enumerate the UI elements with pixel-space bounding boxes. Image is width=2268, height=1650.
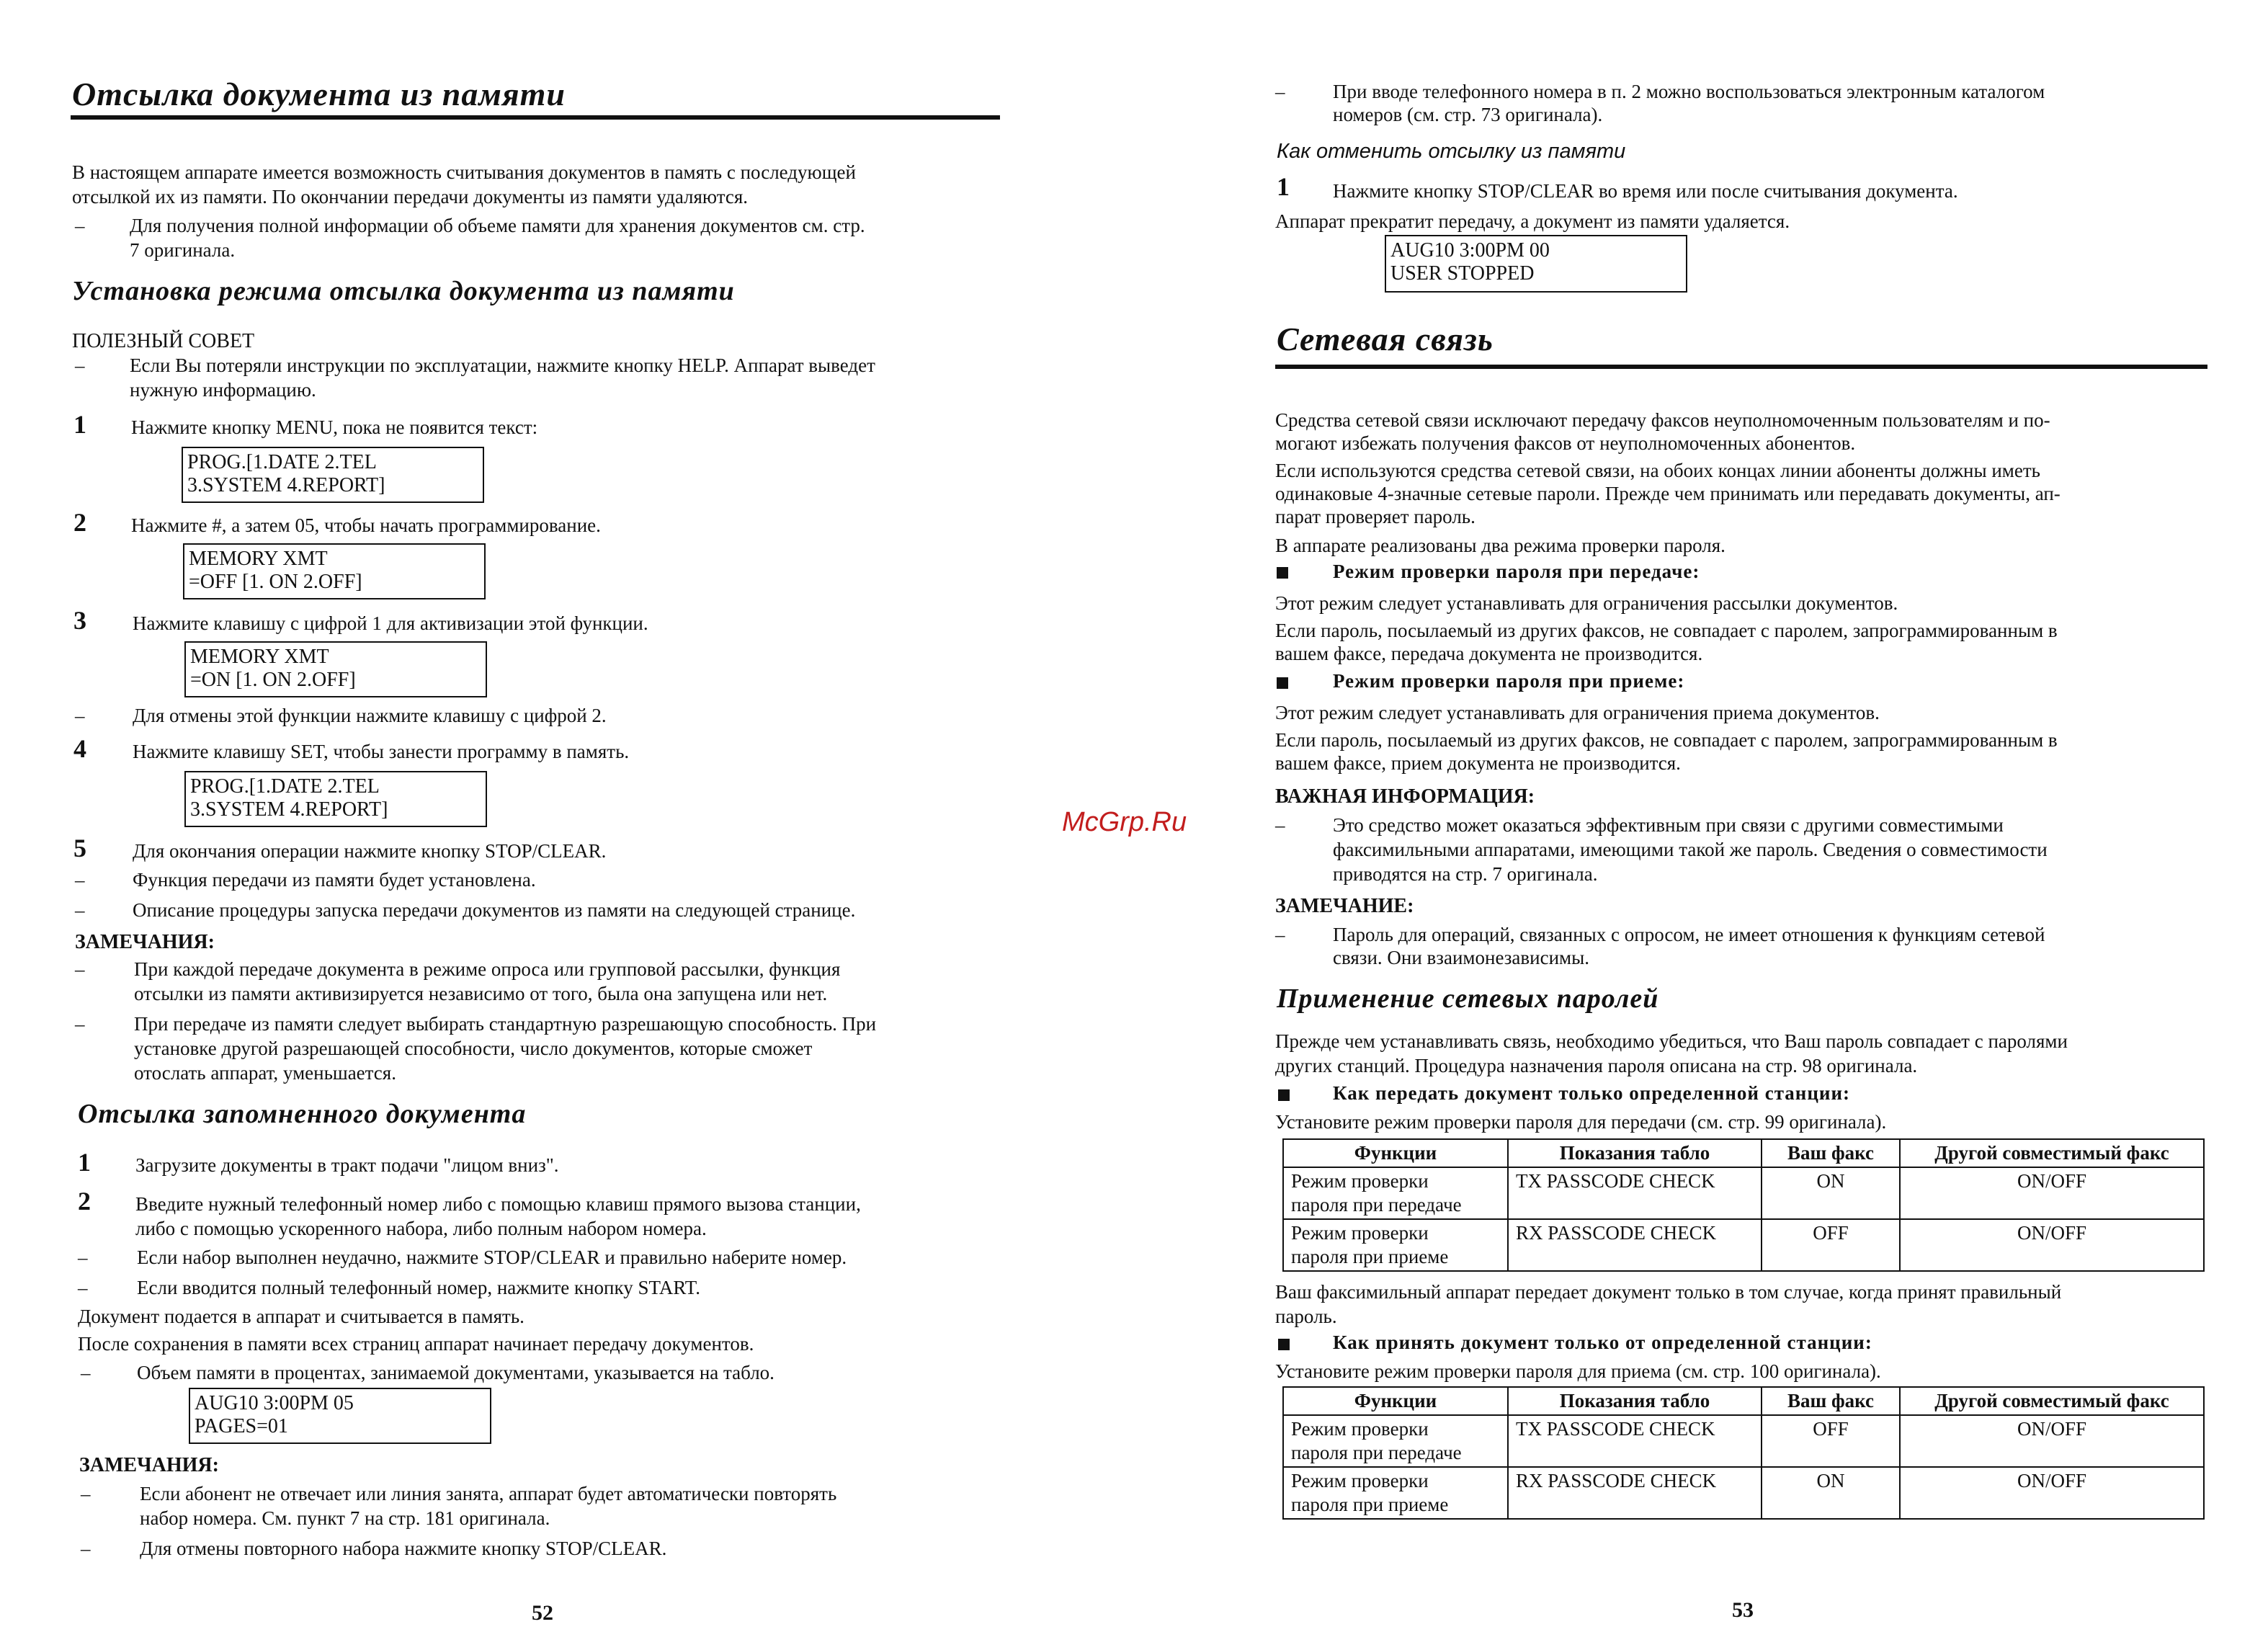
- passcode-table-receive: [1282, 1386, 2205, 1520]
- step-text: Нажмите клавишу с цифрой 1 для активизации этой функции.: [133, 612, 648, 634]
- table-header-row: [1283, 1387, 2204, 1415]
- send-after-line: пароль.: [1275, 1306, 1337, 1327]
- cell-line: Режим проверки: [1291, 1418, 1429, 1440]
- table-row: [1283, 1167, 2204, 1219]
- dash-marker: –: [75, 705, 85, 726]
- cell-line: пароля при передаче: [1291, 1442, 1462, 1463]
- step-number: 2: [78, 1187, 91, 1216]
- table-cell: OFF: [1762, 1415, 1900, 1467]
- watermark: McGrp.Ru: [1062, 807, 1187, 837]
- dash-marker: –: [75, 1013, 85, 1035]
- title-rule: [1275, 365, 2207, 369]
- note-line: При каждой передаче документа в режиме опроса или групповой рассылки, функция: [134, 958, 841, 980]
- dash-marker: –: [78, 1277, 88, 1298]
- section-title: Сетевая связь: [1277, 321, 1494, 357]
- cancel-title: Как отменить отсылку из памяти: [1277, 140, 1626, 163]
- dash-marker: –: [1275, 924, 1285, 945]
- s2-para: После сохранения в памяти всех страниц аппарат начинает передачу документов.: [78, 1333, 754, 1355]
- section-title: Применение сетевых паролей: [1277, 984, 1659, 1014]
- send-intro: Установите режим проверки пароля для передачи (см. стр. 99 оригинала).: [1275, 1111, 1887, 1133]
- table-cell: ON: [1762, 1467, 1900, 1519]
- notes-title: ЗАМЕЧАНИЯ:: [79, 1454, 219, 1476]
- note-line: отсылки из памяти активизируется независимо от того, была она запущена или нет.: [134, 983, 828, 1004]
- lcd-display: [1385, 235, 1687, 293]
- table-cell: ON/OFF: [1900, 1415, 2204, 1467]
- note-line: Пароль для операций, связанных с опросом, не имеет отношения к функциям сетевой: [1333, 924, 2045, 945]
- intro-line: В настоящем аппарате имеется возможность считывания документов в память с последующей: [72, 161, 856, 183]
- cell-line: пароля при приеме: [1291, 1246, 1449, 1267]
- table-cell: TX PASSCODE CHECK: [1508, 1167, 1762, 1219]
- table-header: Функции: [1283, 1139, 1508, 1167]
- note-line: набор номера. См. пункт 7 на стр. 181 оригинала.: [140, 1507, 550, 1529]
- top-dash-line: При вводе телефонного номера в п. 2 можно воспользоваться электронным каталогом: [1333, 81, 2045, 102]
- mode-line: Этот режим следует устанавливать для ограничения приема документов.: [1275, 702, 1880, 723]
- lcd-line: AUG10 3:00PM 00: [1390, 239, 1550, 262]
- table-header: Показания табло: [1508, 1139, 1762, 1167]
- note-line: отослать аппарат, уменьшается.: [134, 1062, 396, 1084]
- table-row: [1283, 1219, 2204, 1271]
- note-title: ЗАМЕЧАНИЕ:: [1275, 895, 1414, 917]
- important-line: факсимильными аппаратами, имеющими такой же пароль. Сведения о совместимости: [1333, 839, 2048, 860]
- table-cell: [1283, 1415, 1508, 1467]
- step-text: Нажмите клавишу SET, чтобы занести программу в память.: [133, 741, 630, 762]
- table-cell: OFF: [1762, 1219, 1900, 1271]
- lcd-line: MEMORY XMT: [189, 548, 328, 570]
- page-number: 53: [1732, 1598, 1754, 1622]
- title-rule: [71, 115, 1000, 120]
- section-title: Установка режима отсылка документа из памяти: [72, 276, 735, 306]
- send-title: Как передать документ только определенной станции:: [1333, 1082, 1850, 1104]
- mode-line: Этот режим следует устанавливать для ограничения рассылки документов.: [1275, 592, 1898, 614]
- step-text: Загрузите документы в тракт подачи "лицом вниз".: [135, 1154, 559, 1176]
- dash-marker: –: [81, 1362, 91, 1383]
- step-number: 5: [73, 834, 86, 862]
- table-header: Показания табло: [1508, 1387, 1762, 1415]
- s2-dash: Объем памяти в процентах, занимаемой документами, указывается на табло.: [137, 1362, 774, 1383]
- s2-dash: Если набор выполнен неудачно, нажмите STOP/CLEAR и правильно наберите номер.: [137, 1247, 847, 1268]
- lcd-line: =ON [1. ON 2.OFF]: [190, 669, 356, 691]
- page-number: 52: [532, 1601, 553, 1625]
- net-para: Если используются средства сетевой связи, на обоих концах линии абоненты должны иметь: [1275, 460, 2040, 481]
- table-header: Другой совместимый факс: [1900, 1139, 2204, 1167]
- cell-line: пароля при приеме: [1291, 1494, 1449, 1515]
- table-header: Ваш факс: [1762, 1387, 1900, 1415]
- s2-para: Документ подается в аппарат и считывается в память.: [78, 1306, 524, 1327]
- step-number: 2: [73, 508, 86, 537]
- step5-dash: Функция передачи из памяти будет установлена.: [133, 869, 536, 891]
- cell-line: пароля при передаче: [1291, 1194, 1462, 1216]
- top-dash-line: номеров (см. стр. 73 оригинала).: [1333, 104, 1603, 125]
- step-text: Нажмите кнопку MENU, пока не появится текст:: [131, 416, 538, 438]
- tip-title: ПОЛЕЗНЫЙ СОВЕТ: [72, 330, 255, 352]
- lcd-line: 3.SYSTEM 4.REPORT]: [190, 798, 388, 821]
- note-line: При передаче из памяти следует выбирать стандартную разрешающую способность. При: [134, 1013, 877, 1035]
- lcd-line: AUG10 3:00PM 05: [195, 1392, 354, 1414]
- lcd-line: =OFF [1. ON 2.OFF]: [189, 571, 362, 593]
- table-header: Ваш факс: [1762, 1139, 1900, 1167]
- table-cell: TX PASSCODE CHECK: [1508, 1415, 1762, 1467]
- mode-line: Если пароль, посылаемый из других факсов, не совпадает с паролем, запрограммированным в: [1275, 729, 2058, 751]
- table-row: [1283, 1415, 2204, 1467]
- step-number: 1: [1277, 172, 1290, 201]
- apply-line: Прежде чем устанавливать связь, необходимо убедиться, что Ваш пароль совпадает с паролями: [1275, 1030, 2068, 1052]
- net-para: Средства сетевой связи исключают передачу факсов неуполномоченным пользователям и по-: [1275, 409, 2050, 431]
- important-line: приводятся на стр. 7 оригинала.: [1333, 863, 1598, 885]
- table-cell: ON: [1762, 1167, 1900, 1219]
- mode-title: Режим проверки пароля при передаче:: [1333, 561, 1700, 582]
- cell-line: Режим проверки: [1291, 1470, 1429, 1491]
- table-cell: ON/OFF: [1900, 1219, 2204, 1271]
- step-number: 4: [73, 734, 86, 763]
- lcd-display: [182, 447, 484, 503]
- dash-marker: –: [75, 354, 85, 376]
- net-para: одинаковые 4-значные сетевые пароли. Прежде чем принимать или передавать документы, ап-: [1275, 483, 2061, 504]
- square-bullet-icon: [1277, 567, 1288, 579]
- square-bullet-icon: [1278, 1339, 1290, 1350]
- dash-marker: –: [1275, 81, 1285, 102]
- dash-marker: –: [78, 1247, 88, 1268]
- lcd-line: PROG.[1.DATE 2.TEL: [190, 775, 380, 798]
- step-text: Введите нужный телефонный номер либо с помощью клавиш прямого вызова станции,: [135, 1193, 861, 1215]
- net-para: могают избежать получения факсов от неуполномоченных абонентов.: [1275, 432, 1856, 454]
- lcd-line: MEMORY XMT: [190, 646, 329, 668]
- table-cell: [1283, 1467, 1508, 1519]
- lcd-display: [184, 771, 487, 827]
- dash-marker: –: [75, 869, 85, 891]
- cancel-result: Аппарат прекратит передачу, а документ из памяти удаляется.: [1275, 210, 1790, 232]
- note-line: установке другой разрешающей способности, число документов, которые сможет: [134, 1038, 813, 1059]
- step3-dash: Для отмены этой функции нажмите клавишу с цифрой 2.: [133, 705, 607, 726]
- table-cell: ON/OFF: [1900, 1167, 2204, 1219]
- dash-marker: –: [81, 1483, 91, 1504]
- notes-title: ЗАМЕЧАНИЯ:: [75, 931, 215, 953]
- important-title: ВАЖНАЯ ИНФОРМАЦИЯ:: [1275, 785, 1535, 808]
- lcd-line: 3.SYSTEM 4.REPORT]: [187, 474, 385, 496]
- mode-title: Режим проверки пароля при приеме:: [1333, 670, 1685, 692]
- mode-line: вашем факсе, прием документа не производится.: [1275, 752, 1681, 774]
- lcd-display: [189, 1388, 491, 1444]
- intro-dash-line: Для получения полной информации об объеме памяти для хранения документов см. стр.: [130, 215, 865, 236]
- step-text: Нажмите кнопку STOP/CLEAR во время или после считывания документа.: [1333, 180, 1958, 202]
- recv-title: Как принять документ только от определенной станции:: [1333, 1332, 1872, 1353]
- cell-line: Режим проверки: [1291, 1170, 1429, 1192]
- s2-dash: Если вводится полный телефонный номер, нажмите кнопку START.: [137, 1277, 700, 1298]
- square-bullet-icon: [1278, 1089, 1290, 1101]
- table-cell: ON/OFF: [1900, 1467, 2204, 1519]
- right-page: [1134, 0, 2268, 1650]
- table-cell: [1283, 1219, 1508, 1271]
- dash-marker: –: [1275, 814, 1285, 836]
- net-para: парат проверяет пароль.: [1275, 506, 1475, 527]
- dash-marker: –: [75, 899, 85, 921]
- mode-line: Если пароль, посылаемый из других факсов, не совпадает с паролем, запрограммированным в: [1275, 620, 2058, 641]
- step-text: Нажмите #, а затем 05, чтобы начать программирование.: [131, 514, 601, 536]
- send-after-line: Ваш факсимильный аппарат передает документ только в том случае, когда принят правильный: [1275, 1281, 2062, 1303]
- section-title: Отсылка запомненного документа: [78, 1099, 527, 1129]
- net-para: В аппарате реализованы два режима проверки пароля.: [1275, 535, 1725, 556]
- note-line: связи. Они взаимонезависимы.: [1333, 947, 1590, 968]
- intro-line: отсылкой их из памяти. По окончании передачи документы из памяти удаляются.: [72, 186, 749, 208]
- table-header-row: [1283, 1139, 2204, 1167]
- step5-dash: Описание процедуры запуска передачи документов из памяти на следующей странице.: [133, 899, 856, 921]
- lcd-line: PAGES=01: [195, 1415, 288, 1437]
- table-header: Другой совместимый факс: [1900, 1387, 2204, 1415]
- step-number: 1: [78, 1148, 91, 1177]
- table-cell: [1283, 1167, 1508, 1219]
- table-cell: RX PASSCODE CHECK: [1508, 1467, 1762, 1519]
- passcode-table-send: [1282, 1138, 2205, 1272]
- cell-line: Режим проверки: [1291, 1222, 1429, 1244]
- lcd-line: PROG.[1.DATE 2.TEL: [187, 451, 377, 473]
- tip-line: Если Вы потеряли инструкции по эксплуатации, нажмите кнопку HELP. Аппарат выведет: [130, 354, 875, 376]
- intro-dash-line: 7 оригинала.: [130, 239, 236, 261]
- lcd-line: USER STOPPED: [1390, 262, 1535, 285]
- dash-marker: –: [75, 215, 85, 236]
- tip-line: нужную информацию.: [130, 379, 316, 401]
- important-line: Это средство может оказаться эффективным при связи с другими совместимыми: [1333, 814, 2004, 836]
- note-line: Для отмены повторного набора нажмите кнопку STOP/CLEAR.: [140, 1538, 667, 1559]
- lcd-display: [184, 641, 487, 697]
- square-bullet-icon: [1277, 677, 1288, 689]
- table-header: Функции: [1283, 1387, 1508, 1415]
- table-cell: RX PASSCODE CHECK: [1508, 1219, 1762, 1271]
- step-text: либо с помощью ускоренного набора, либо полным набором номера.: [135, 1218, 707, 1239]
- step-number: 1: [73, 410, 86, 439]
- mode-line: вашем факсе, передача документа не производится.: [1275, 643, 1703, 664]
- table-row: [1283, 1467, 2204, 1519]
- lcd-display: [183, 543, 486, 599]
- step-number: 3: [73, 606, 86, 635]
- recv-intro: Установите режим проверки пароля для приема (см. стр. 100 оригинала).: [1275, 1360, 1881, 1382]
- dash-marker: –: [75, 958, 85, 980]
- dash-marker: –: [81, 1538, 91, 1559]
- note-line: Если абонент не отвечает или линия занята, аппарат будет автоматически повторять: [140, 1483, 837, 1504]
- apply-line: других станций. Процедура назначения пароля описана на стр. 98 оригинала.: [1275, 1055, 1918, 1076]
- page-title: Отсылка документа из памяти: [72, 76, 566, 112]
- step-text: Для окончания операции нажмите кнопку STOP/CLEAR.: [133, 840, 607, 862]
